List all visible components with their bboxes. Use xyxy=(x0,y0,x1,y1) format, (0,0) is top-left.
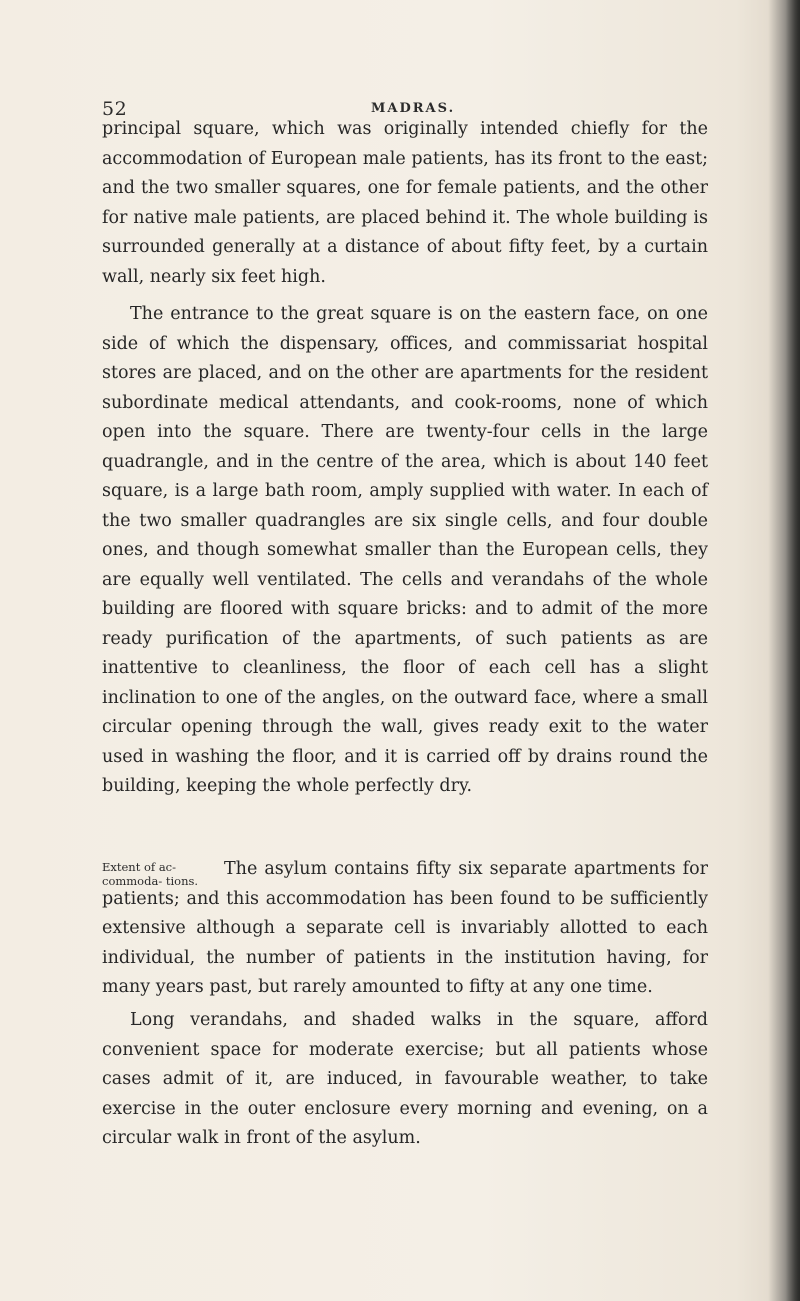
paragraph-4: Long verandahs, and shaded walks in the square, afford convenient space for moderate exercise; but all patients whose cases admit of it, are induced, in favourable weather, to take exercise in the outer enclosure every morning and evening, on a circular walk in front of the asylum. xyxy=(102,1010,708,1148)
running-head: MADRAS. xyxy=(371,101,456,116)
page-edge-shadow xyxy=(786,0,800,1301)
margin-note: Extent of ac- commoda- tions. xyxy=(102,860,199,888)
paragraph-3: The asylum contains fifty six separate apartments for patients; and this accommodation has been found to be sufficiently extensive although a separate cell is invariably allotted to each individual, the number of patients in the institution having, for many years past, but rarely amounted to fifty at any one time. xyxy=(102,859,708,997)
page-number: 52 xyxy=(102,98,128,120)
paragraph-1: principal square, which was originally intended chiefly for the accommodation of European male patients, has its front to the east; and the two smaller squares, one for female patients, and the other for native male patients, are placed behind it. The whole building is surrounded generally at a distance of about fifty feet, by a curtain wall, nearly six feet high. xyxy=(102,119,708,287)
paragraph-2: The entrance to the great square is on the eastern face, on one side of which the dispensary, offices, and commissariat hospital stores are placed, and on the other are apartments for the resident subordinate medical attendants, and cook-rooms, none of which open into the square. There are twenty-four cells in the large quadrangle, and in the centre of the area, which is about 140 feet square, is a large bath room, amply supplied with water. In each of the two smaller quadrangles are six single cells, and four double ones, and though somewhat smaller than the European cells, they are equally well ventilated. The cells and verandahs of the whole building are floored with square bricks: and to admit of the more ready purification of the apartments, of such patients as are inattentive to cleanliness, the floor of each cell has a slight inclination to one of the angles, on the outward face, where a small circular opening through the wall, gives ready exit to the water used in washing the floor, and it is carried off by drains round the building, keeping the whole perfectly dry. xyxy=(102,304,708,796)
